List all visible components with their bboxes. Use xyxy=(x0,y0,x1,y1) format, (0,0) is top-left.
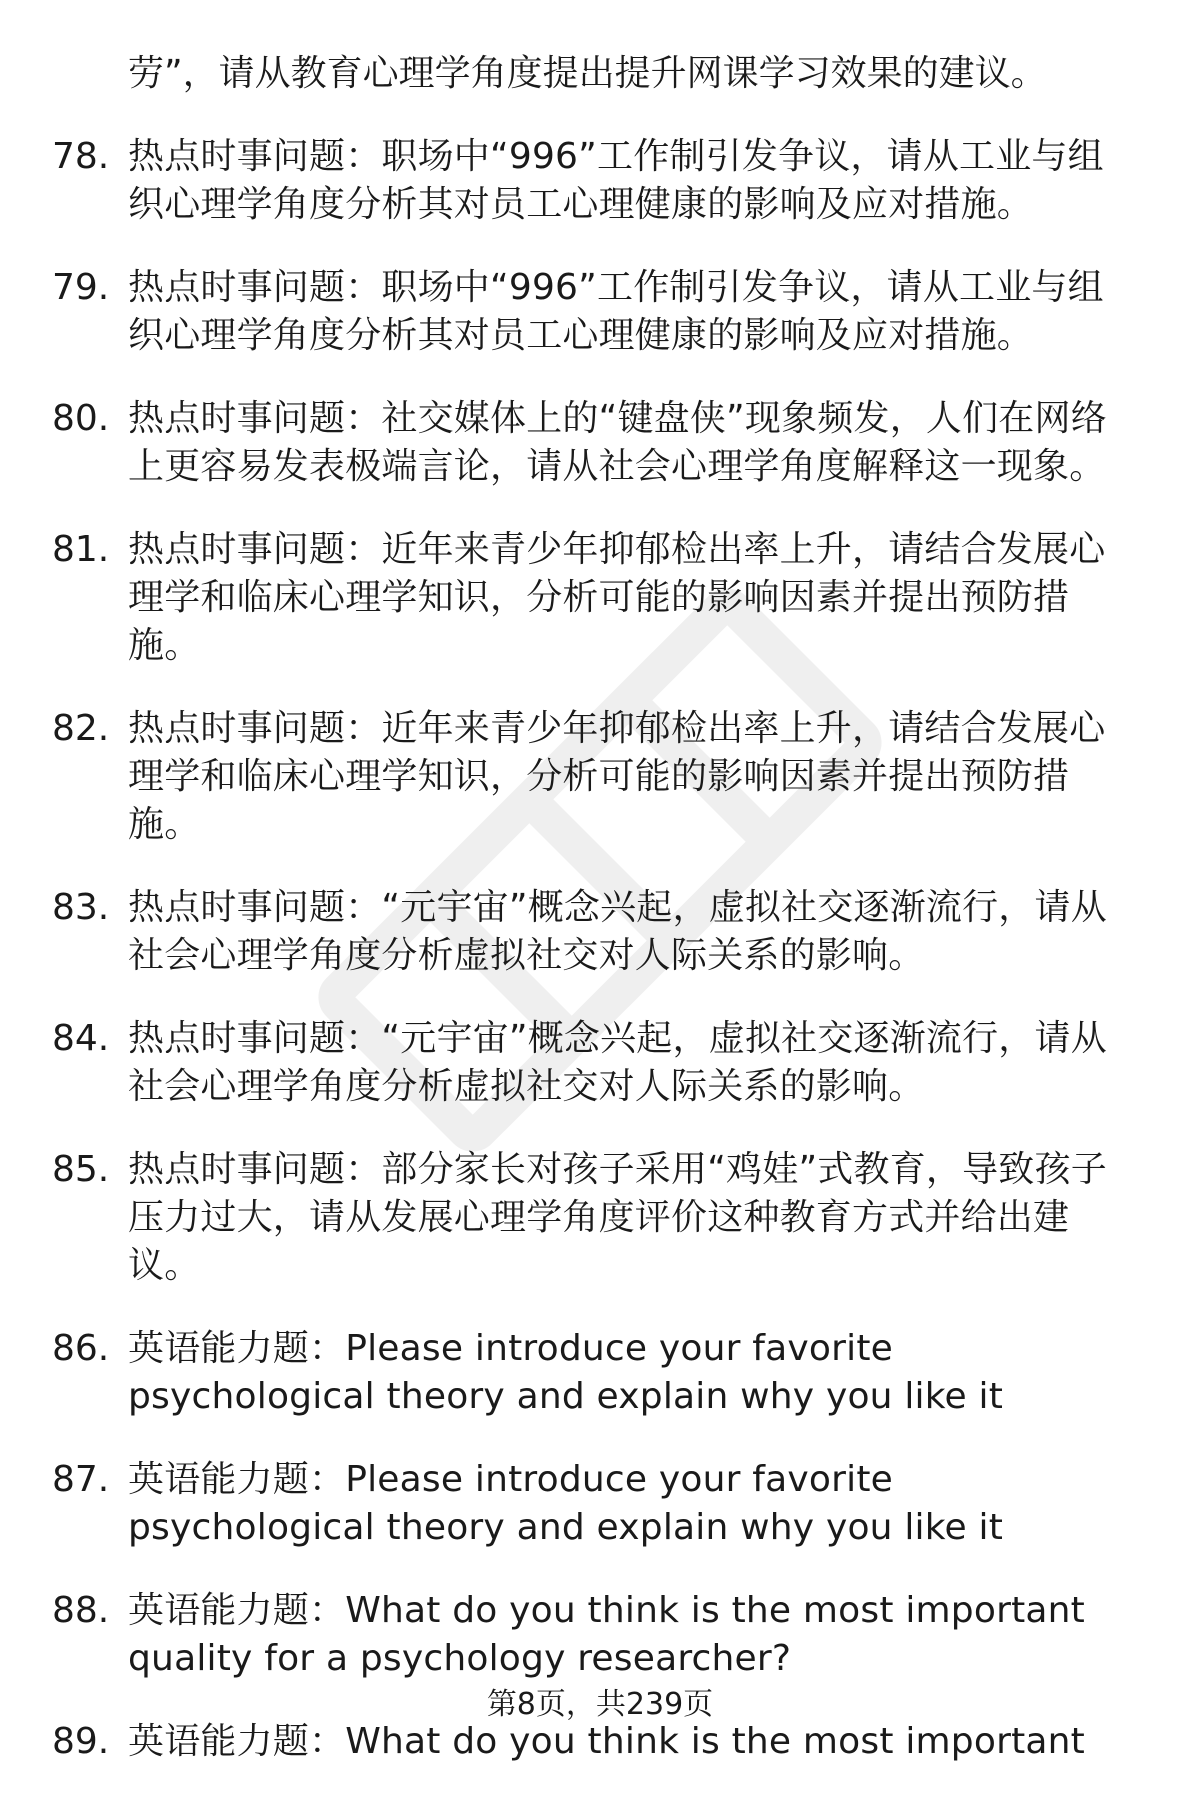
item-number: 89. xyxy=(52,1721,110,1762)
list-item xyxy=(0,395,1200,491)
document-content xyxy=(0,50,1200,1801)
item-text: 热点时事问题：部分家长对孩子采用“鸡娃”式教育，导致孩子压力过大，请从发展心理学角度评价这种教育方式并给出建议。 xyxy=(128,1149,1107,1286)
item-number: 86. xyxy=(52,1328,110,1369)
item-text: 热点时事问题：“元宇宙”概念兴起，虚拟社交逐渐流行，请从社会心理学角度分析虚拟社交对人际关系的影响。 xyxy=(128,887,1107,976)
continuation-text: 劳”，请从教育心理学角度提出提升网课学习效果的建议。 xyxy=(128,53,1047,94)
item-number: 78. xyxy=(52,136,110,177)
item-text: 英语能力题：What do you think is the most important quality for a psychology researcher? xyxy=(128,1590,1085,1679)
list-item xyxy=(0,133,1200,229)
page-number: 第8页，共239页 xyxy=(486,1687,714,1722)
item-text: 英语能力题：Please introduce your favorite psychological theory and explain why you like it xyxy=(128,1328,1004,1417)
item-text: 热点时事问题：近年来青少年抑郁检出率上升，请结合发展心理学和临床心理学知识，分析可能的影响因素并提出预防措施。 xyxy=(128,708,1106,845)
list-item xyxy=(0,1015,1200,1111)
item-number: 87. xyxy=(52,1459,110,1500)
item-number: 83. xyxy=(52,887,110,928)
item-text: 热点时事问题：职场中“996”工作制引发争议，请从工业与组织心理学角度分析其对员工心理健康的影响及应对措施。 xyxy=(128,136,1104,225)
item-number: 88. xyxy=(52,1590,110,1631)
item-number: 80. xyxy=(52,398,110,439)
item-number: 82. xyxy=(52,708,110,749)
item-number: 84. xyxy=(52,1018,110,1059)
item-text: 英语能力题：Please introduce your favorite psychological theory and explain why you like it xyxy=(128,1459,1004,1548)
list-item xyxy=(0,526,1200,670)
item-number: 85. xyxy=(52,1149,110,1190)
item-text: 英语能力题：What do you think is the most important xyxy=(128,1721,1085,1762)
item-number: 79. xyxy=(52,267,110,308)
list-item xyxy=(0,1456,1200,1552)
item-text: 热点时事问题：近年来青少年抑郁检出率上升，请结合发展心理学和临床心理学知识，分析可能的影响因素并提出预防措施。 xyxy=(128,529,1106,666)
list-item xyxy=(0,1587,1200,1683)
list-item xyxy=(0,1325,1200,1421)
list-item xyxy=(0,1718,1200,1766)
item-number: 81. xyxy=(52,529,110,570)
item-text: 热点时事问题：职场中“996”工作制引发争议，请从工业与组织心理学角度分析其对员工心理健康的影响及应对措施。 xyxy=(128,267,1104,356)
list-item xyxy=(0,264,1200,360)
item-text: 热点时事问题：“元宇宙”概念兴起，虚拟社交逐渐流行，请从社会心理学角度分析虚拟社交对人际关系的影响。 xyxy=(128,1018,1107,1107)
list-item xyxy=(0,705,1200,849)
list-item xyxy=(0,884,1200,980)
item-text: 热点时事问题：社交媒体上的“键盘侠”现象频发，人们在网络上更容易发表极端言论，请从社会心理学角度解释这一现象。 xyxy=(128,398,1107,487)
list-item xyxy=(0,1146,1200,1290)
